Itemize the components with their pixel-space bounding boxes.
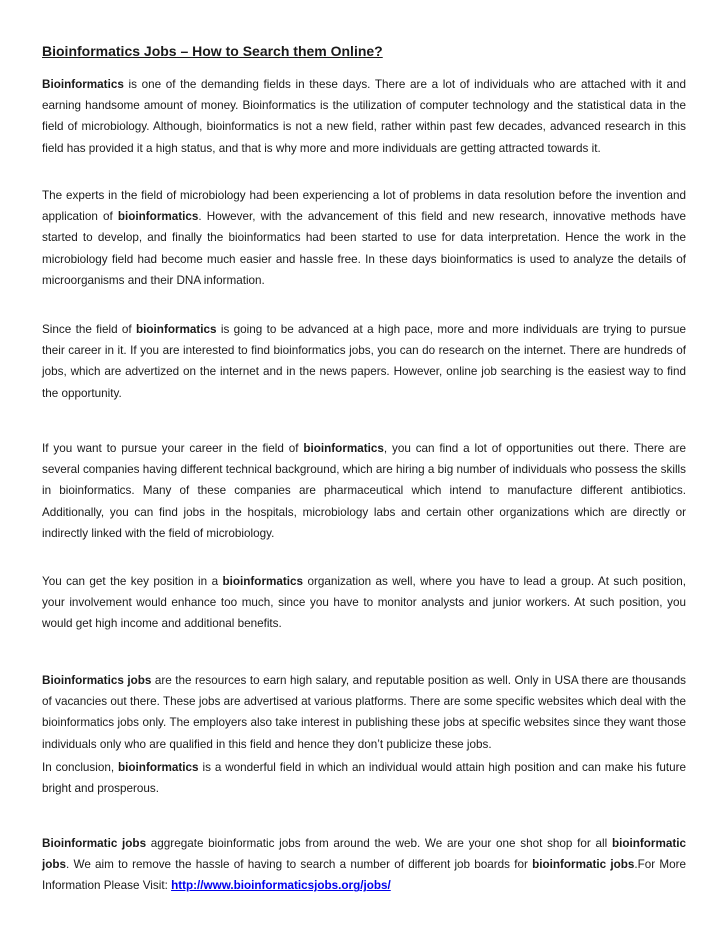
paragraph-6 — [42, 670, 686, 755]
paragraph-text: The experts in the field of microbiology had been experiencing a lot of problems in data resolution before the invention and application of — [42, 189, 686, 224]
bold-term: bioinformatics — [303, 442, 384, 455]
website-link[interactable]: http://www.bioinformaticsjobs.org/jobs/ — [171, 879, 391, 893]
paragraph-text: . However, with the advancement of this field and new research, innovative methods have started to develop, and finally the bioinformatics had been started to use for data interpretation. Hence the work in the microbiology field had become much easier and hassle free. In these days bioinformatics is used to analyze the details of microorganisms and their DNA information. — [42, 210, 686, 287]
bold-term: bioinformatics — [118, 761, 199, 774]
page-title: Bioinformatics Jobs – How to Search them Online? — [42, 43, 383, 59]
paragraph-4 — [42, 438, 686, 544]
paragraph-text: are the resources to earn high salary, and reputable position as well. Only in USA there are thousands of vacancies out there. These jobs are advertised at various platforms. There are some specific websites which deal with the bioinformatics jobs only. The employers also take interest in publishing these jobs at specific websites since they want those individuals only who are qualified in this field and hence they don’t publicize these jobs. — [42, 674, 686, 751]
paragraph-text: If you want to pursue your career in the field of — [42, 442, 304, 455]
paragraph-text: .For More Information Please Visit: — [42, 858, 687, 893]
bold-term: Bioinformatics jobs — [42, 674, 152, 687]
paragraph-text: Since the field of — [42, 323, 137, 336]
bold-term: Bioinformatic jobs — [42, 837, 147, 850]
paragraph-text: is a wonderful field in which an individual would attain high position and can make his future bright and prosperous. — [42, 761, 686, 796]
paragraph-8 — [42, 833, 686, 897]
paragraph-text: . We aim to remove the hassle of having to search a number of different job boards for — [66, 858, 533, 872]
bold-term: bioinformatics — [136, 323, 217, 336]
paragraph-text: In conclusion, — [42, 761, 119, 774]
bold-term: bioinformatic jobs — [42, 837, 686, 872]
paragraph-text: aggregate bioinformatic jobs from around the web. We are your one shot shop for all — [146, 837, 612, 850]
paragraph-1 — [42, 74, 686, 159]
paragraph-3 — [42, 319, 686, 404]
paragraph-7 — [42, 757, 686, 799]
paragraph-text: You can get the key position in a — [42, 575, 223, 588]
bold-term: bioinformatics — [222, 575, 304, 588]
paragraph-text: organization as well, where you have to lead a group. At such position, your involvement would enhance too much, since you have to monitor analysts and junior workers. At such position, you would get high income and additional benefits. — [42, 575, 687, 631]
bold-term: Bioinformatics — [42, 78, 124, 91]
paragraph-text: , you can find a lot of opportunities out there. There are several companies having different technical background, which are hiring a big number of individuals who possess the skills in bioinformatics. Many of these companies are pharmaceutical which intend to manufacture different antibiotics. Additionally, you can find jobs in the hospitals, microbiology labs and certain other organizations which are directly or indirectly linked with the field of microbiology. — [42, 442, 687, 540]
paragraph-text: is one of the demanding fields in these days. There are a lot of individuals who are attached with it and earning handsome amount of money. Bioinformatics is the utilization of computer technology and the statistical data in the field of microbiology. Although, bioinformatics is not a new field, rather within past few decades, advanced research in this field has provided it a high status, and that is why more and more individuals are getting attracted towards it. — [42, 78, 686, 155]
bold-term: bioinformatic jobs — [532, 858, 635, 872]
paragraph-2 — [42, 185, 686, 291]
bold-term: bioinformatics — [117, 210, 199, 224]
paragraph-5 — [42, 571, 686, 635]
paragraph-text: is going to be advanced at a high pace, more and more individuals are trying to pursue their career in it. If you are interested to find bioinformatics jobs, you can do research on the internet. There are hundreds of jobs, which are advertized on the internet and in the news papers. However, online job searching is the easiest way to find the opportunity. — [42, 323, 686, 400]
